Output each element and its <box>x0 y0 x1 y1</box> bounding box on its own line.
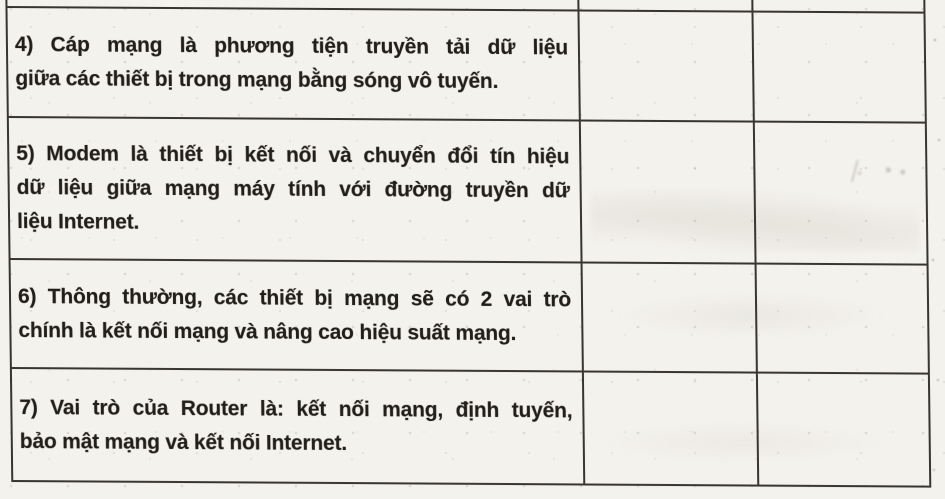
statement-line: liệu Internet. <box>16 210 140 234</box>
statement-line: 7) Vai trò của Router là: kết nối mạng, định tuyến, <box>19 395 573 422</box>
answer-cell-1 <box>579 0 753 11</box>
answer-cell-1 <box>584 373 759 485</box>
answer-cell-2 <box>758 374 931 486</box>
answer-cell-2 <box>753 13 926 122</box>
table-row <box>11 260 930 375</box>
statement-line: dữ liệu giữa mạng máy tính với đường truyền dữ <box>16 176 570 203</box>
statement-cell <box>11 260 584 370</box>
table-row <box>12 369 931 488</box>
answer-cell-2 <box>757 265 930 373</box>
statement-line: chính là kết nối mạng và nâng cao hiệu suất mạng. <box>18 318 517 345</box>
statement-line: 5) Modem là thiết bị kết nối và chuyển đổi tín hiệu <box>16 142 570 169</box>
answer-cell-1 <box>583 264 758 372</box>
statement-line: 4) Cáp mạng là phương tiện truyền tải dữ liệu <box>14 33 569 60</box>
table-row <box>9 118 929 266</box>
answer-cell-1 <box>581 122 757 263</box>
answer-cell-2 <box>755 123 929 264</box>
answer-cell-2 <box>753 0 925 12</box>
statement-line: giữa các thiết bị trong mạng bằng sóng vô tuyến. <box>15 67 499 94</box>
statement-line: 6) Thông thường, các thiết bị mạng sẽ có 2 vai trò <box>17 284 572 311</box>
statement-cell <box>9 118 583 261</box>
answer-cell-1 <box>579 12 754 121</box>
paper-margin-speckle <box>928 0 945 499</box>
statement-line: bảo mật mạng và kết nối Internet. <box>19 429 348 455</box>
table-row <box>7 8 926 124</box>
true-false-table <box>5 0 931 488</box>
statement-cell <box>7 8 580 119</box>
statement-cell <box>12 369 585 483</box>
